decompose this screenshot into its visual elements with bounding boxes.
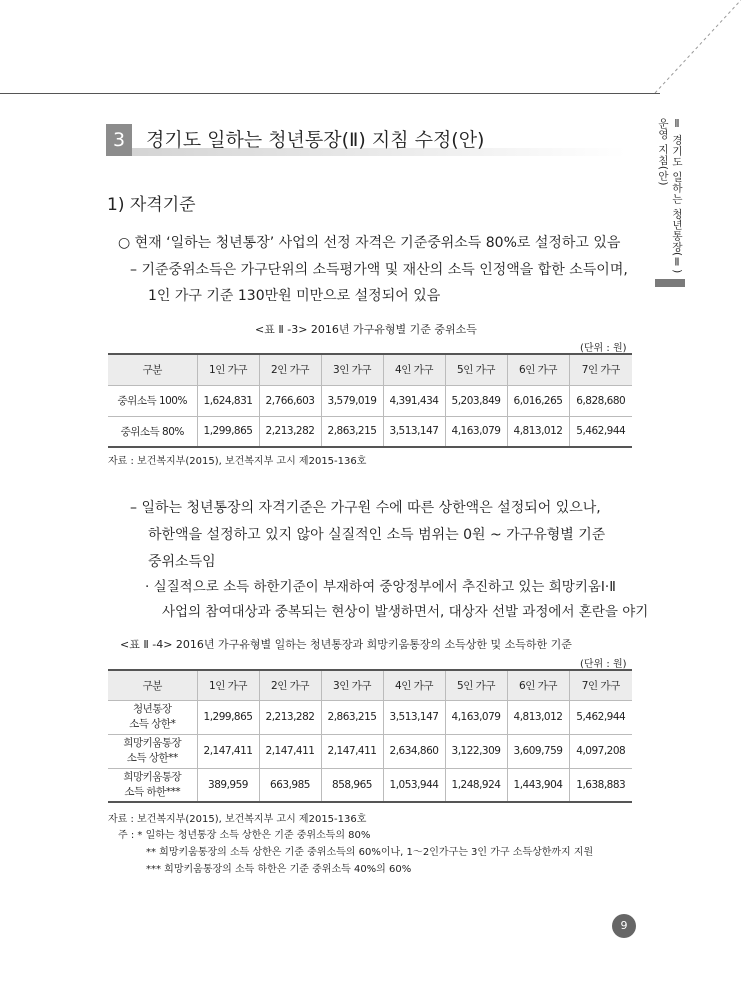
table2-cell: 4,163,079: [445, 700, 507, 734]
table1-header-cell: 6인 가구: [507, 354, 569, 385]
table-row: [108, 416, 632, 447]
table2-row-label: [108, 768, 197, 802]
table2-note-3: *** 희망키움통장의 소득 하한은 기준 중위소득 40%의 60%: [146, 864, 412, 875]
table2-cell: 2,147,411: [321, 734, 383, 768]
table2-cell: 4,813,012: [507, 700, 569, 734]
row-label-line-2: 소득 상한*: [129, 718, 176, 730]
table2-cell: 2,634,860: [383, 734, 445, 768]
table2-cell: 3,122,309: [445, 734, 507, 768]
table1-header-cell: 7인 가구: [569, 354, 632, 385]
row-label-line-2: 소득 하한***: [124, 785, 181, 798]
table1-cell: 5,462,944: [569, 416, 632, 447]
table2-note-2: ** 희망키움통장의 소득 상한은 기준 중위소득의 60%이나, 1～2인가구는 3인 가구 소득상한까지 지원: [146, 847, 594, 858]
table2-cell: 858,965: [321, 768, 383, 802]
table2-cell: 2,147,411: [197, 734, 259, 768]
table-row: [108, 734, 632, 768]
table1-cell: 6,828,680: [569, 385, 632, 416]
table2-note-1: 주 : * 일하는 청년통장 소득 상한은 기준 중위소득의 80%: [118, 830, 371, 841]
sidebar-marker: [655, 279, 685, 287]
section-title: 경기도 일하는 청년통장(Ⅱ) 지침 수정(안): [146, 129, 485, 151]
table1-header-cell: 3인 가구: [321, 354, 383, 385]
paragraph-dash-2-line-2: 하한액을 설정하고 있지 않아 실질적인 소득 범위는 0원 ~ 가구유형별 기준: [148, 527, 606, 543]
table2-cell: 2,863,215: [321, 700, 383, 734]
table1-cell: 2,766,603: [259, 385, 321, 416]
table1-cell: 1,624,831: [197, 385, 259, 416]
table2-source: 자료 : 보건복지부(2015), 보건복지부 고시 제2015-136호: [108, 814, 367, 825]
table2-cell: 1,443,904: [507, 768, 569, 802]
table1-cell: 4,391,434: [383, 385, 445, 416]
table2-header-cell: 7인 가구: [569, 670, 632, 700]
table2-unit: (단위 : 원): [580, 659, 627, 670]
paragraph-dash-1-line-1: – 기준중위소득은 가구단위의 소득평가액 및 재산의 소득 인정액을 합한 소득이며,: [130, 262, 628, 278]
table-row: [108, 385, 632, 416]
table2-cell: 4,097,208: [569, 734, 632, 768]
table1-cell: 2,213,282: [259, 416, 321, 447]
paragraph-dash-2-line-1: – 일하는 청년통장의 자격기준은 가구원 수에 따른 상한액은 설정되어 있으나,: [130, 500, 601, 516]
table2-cell: 3,609,759: [507, 734, 569, 768]
table1-header-cell: 2인 가구: [259, 354, 321, 385]
table2-cell: 1,299,865: [197, 700, 259, 734]
table2-row-label: [108, 700, 197, 734]
table2-cell: 663,985: [259, 768, 321, 802]
table1-cell: 3,513,147: [383, 416, 445, 447]
table2-cell: 5,462,944: [569, 700, 632, 734]
table2-header-cell: 2인 가구: [259, 670, 321, 700]
table1-cell: 4,163,079: [445, 416, 507, 447]
table2-caption: <표 Ⅱ -4> 2016년 가구유형별 일하는 청년통장과 희망키움통장의 소득상한 및 소득하한 기준: [120, 638, 572, 651]
paragraph-dot-1-line-2: 사업의 참여대상과 중복되는 현상이 발생하면서, 대상자 선발 과정에서 혼란을 야기: [162, 604, 649, 620]
table2-header-cell: 3인 가구: [321, 670, 383, 700]
table2-cell: 1,638,883: [569, 768, 632, 802]
row-label-line-1: 희망키움통장: [123, 737, 182, 749]
table2-header-cell: 6인 가구: [507, 670, 569, 700]
table2: [108, 669, 632, 803]
table1-header-row: [108, 354, 632, 385]
table2-cell: 389,959: [197, 768, 259, 802]
table1-cell: 5,203,849: [445, 385, 507, 416]
page-number: 9: [612, 914, 636, 938]
row-label-line-1: 희망키움통장: [123, 770, 182, 783]
table1-source: 자료 : 보건복지부(2015), 보건복지부 고시 제2015-136호: [108, 456, 367, 467]
section-header: [106, 124, 626, 156]
table1-unit: (단위 : 원): [580, 343, 627, 354]
table2-cell: 1,053,944: [383, 768, 445, 802]
table2-header-cell: 4인 가구: [383, 670, 445, 700]
table1-cell: 6,016,265: [507, 385, 569, 416]
row-label-line-2: 소득 상한**: [126, 752, 178, 764]
header-rule: [0, 93, 660, 94]
table1-cell: 중위소득 80%: [108, 416, 197, 447]
table1-header-cell: 5인 가구: [445, 354, 507, 385]
table2-cell: 3,513,147: [383, 700, 445, 734]
table2-cell: 1,248,924: [445, 768, 507, 802]
table2-header-cell: 1인 가구: [197, 670, 259, 700]
table2-header-cell: 구분: [108, 670, 197, 700]
paragraph-bullet-1: ○ 현재 ‘일하는 청년통장’ 사업의 선정 자격은 기준중위소득 80%로 설정하고 있음: [118, 235, 621, 251]
table-row: [108, 768, 632, 802]
paragraph-dash-2-line-3: 중위소득임: [148, 554, 216, 570]
table1-cell: 2,863,215: [321, 416, 383, 447]
table2-header-cell: 5인 가구: [445, 670, 507, 700]
table1-cell: 중위소득 100%: [108, 385, 197, 416]
table2-header-row: [108, 670, 632, 700]
section-number: 3: [106, 124, 132, 156]
table2-cell: 2,213,282: [259, 700, 321, 734]
paragraph-dash-1-line-2: 1인 가구 기준 130만원 미만으로 설정되어 있음: [148, 288, 441, 304]
table1-header-cell: 1인 가구: [197, 354, 259, 385]
corner-decoration: [0, 0, 741, 100]
table1-header-cell: 4인 가구: [383, 354, 445, 385]
table1-cell: 4,813,012: [507, 416, 569, 447]
table1-caption: <표 Ⅱ -3> 2016년 가구유형별 기준 중위소득: [255, 323, 477, 336]
table2-row-label: [108, 734, 197, 768]
table-row: [108, 700, 632, 734]
table1-header-cell: 구분: [108, 354, 197, 385]
sidebar-chapter-label: Ⅱ 경기도 일하는 청년통장(Ⅱ) 운영 지침(안): [657, 118, 683, 274]
table1-cell: 3,579,019: [321, 385, 383, 416]
table1-cell: 1,299,865: [197, 416, 259, 447]
table1: [108, 353, 632, 448]
row-label-line-1: 청년통장: [132, 703, 172, 715]
subsection-title: 1) 자격기준: [107, 195, 196, 215]
paragraph-dot-1-line-1: · 실질적으로 소득 하한기준이 부재하여 중앙정부에서 추진하고 있는 희망키움Ⅰ·Ⅱ: [145, 579, 616, 595]
table2-cell: 2,147,411: [259, 734, 321, 768]
